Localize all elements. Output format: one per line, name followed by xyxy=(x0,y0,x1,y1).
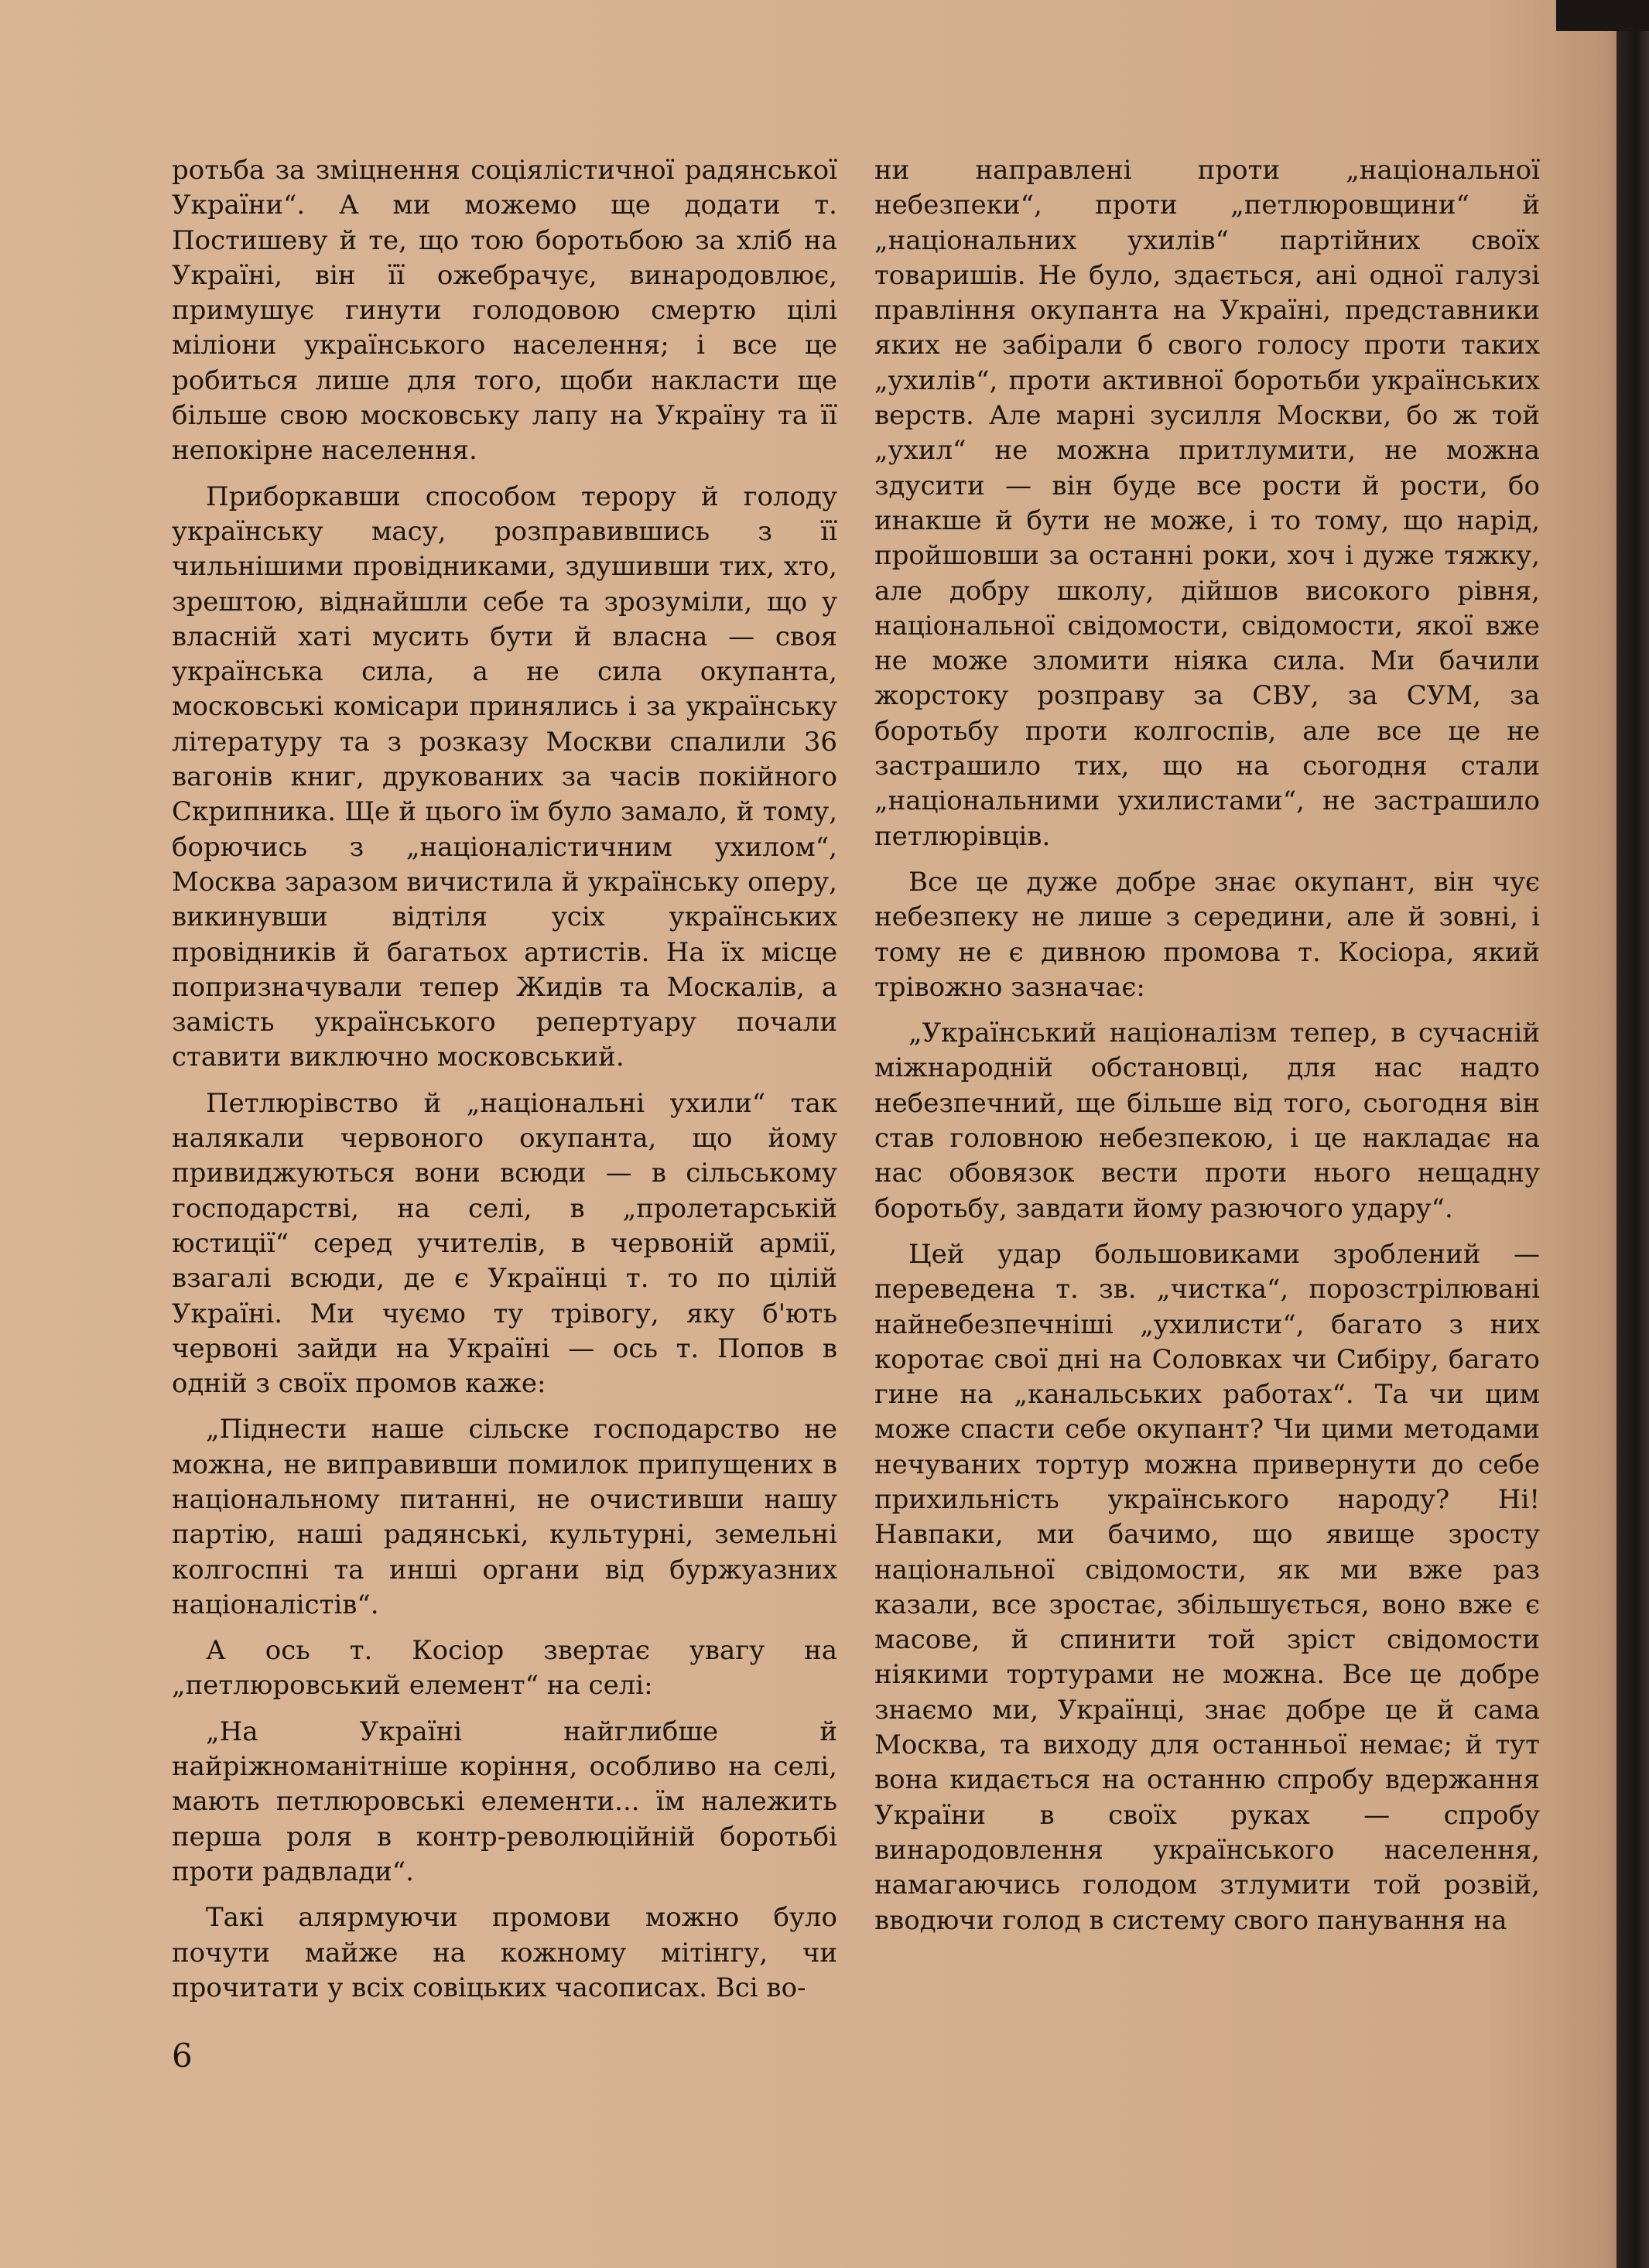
paragraph: Все це дуже добре знає окупант, він чує небезпеку не лише з середини, але й зовні, і тому не є дивною промова т. Косіора, який трівожно зазначає: xyxy=(874,866,1540,1003)
paragraph: ни направлені проти „національної небезпеки“, проти „петлюровщини“ й „національних ухилів“ партійних своїх товаришів. Не було, здається, ані одної галузі правління окупанта на Україні, представники яких не забірали б свого голосу проти таких „ухилів“, проти активної боротьби українських верств. Але марні зусилля Москви, бо ж той „ухил“ не можна притлумити, не можна здусити — він буде все рости й рости, бо инакше й бути не може, і то тому, що нарід, пройшовши за останні роки, хоч і дуже тяжку, але добру школу, дійшов високого рівня, національної свідомости, свідомости, якої вже не може зломити ніяка сила. Ми бачили жорстоку розправу за СВУ, за СУМ, за боротьбу проти колгоспів, але все це не застрашило тих, що на сьогодня стали „національними ухилистами“, не застрашило петлюрівців. xyxy=(874,155,1540,852)
paragraph: Цей удар большовиками зроблений — переведена т. зв. „чистка“, порозстрілювані найнебезпечніші „ухилисти“, багато з них коротає свої дні на Соловках чи Сибіру, багато гине на „канальських работах“. Та чи цим може спасти себе окупант? Чи цими методами нечуваних тортур можна привернути до себе прихильність українського народу? Ні! Навпаки, ми бачимо, що явище зросту національної свідомости, як ми вже раз казали, все зростає, збільшується, воно вже є масове, й спинити той зріст свідомости ніякими тортурами не можна. Все це добре знаємо ми, Українці, знає добре це й сама Москва, та виходу для останньої немає; й тут вона кидається на останню спробу вдержання України в своїх руках — спробу винародовлення українського населення, намагаючись голодом зтлумити той розвій, вводючи голод в систему свого панування на xyxy=(874,1238,1540,1936)
quote-paragraph: „Піднести наше сільске господарство не можна, не виправивши помилок припущених в національному питанні, не очистивши нашу партію, наші радянські, культурні, земельні колгоспні та инші органи від буржуазних націоналістів“. xyxy=(172,1414,837,1620)
right-column xyxy=(874,153,1540,1949)
page-number: 6 xyxy=(172,2037,193,2075)
left-column xyxy=(172,153,837,2017)
scan-edge xyxy=(1616,0,1649,2268)
paragraph: Такі алярмуючи промови можно було почути майже на кожному мітінгу, чи прочитати у всіх совіцьких часописах. Всі во- xyxy=(172,1902,837,2003)
scan-corner xyxy=(1556,0,1649,31)
paragraph: Петлюрівство й „національні ухили“ так налякали червоного окупанта, що йому привиджуються вони всюди — в сільському господарстві, на селі, в „пролетарській юстиції“ серед учителів, в червоній армії, взагалі всюди, де є Українці т. то по цілій Україні. Ми чуємо ту трівогу, яку б'ють червоні зайди на Україні — ось т. Попов в одній з своїх промов каже: xyxy=(172,1087,837,1400)
quote-paragraph: „На Україні найглибше й найріжноманітніше коріння, особливо на селі, мають петлюровські елементи... їм належить перша роля в контр-революційній боротьбі проти радвлади“. xyxy=(172,1716,837,1887)
paragraph: А ось т. Косіор звертає увагу на „петлюровський елемент“ на селі: xyxy=(172,1635,837,1702)
paragraph: ротьба за зміцнення соціялістичної радянської України“. А ми можемо ще додати т. Постишеву й те, що тою боротьбою за хліб на Україні, він її ожебрачує, винародовлює, примушує гинути голодовою смертю цілі міліони українського населення; і все це робиться лише для того, щоби накласти ще більше свою московську лапу на Україну та її непокірне населення. xyxy=(172,155,837,467)
quote-paragraph: „Український націоналізм тепер, в сучасній міжнародній обстановці, для нас надто небезпечний, ще більше від того, сьогодня він став головною небезпекою, і це накладає на нас обовязок вести проти нього нещадну боротьбу, завдати йому разючого удару“. xyxy=(874,1018,1540,1224)
paragraph: Приборкавши способом терору й голоду українську масу, розправившись з її чильнішими провідниками, здушивши тих, хто, зрештою, віднайшли себе та зрозуміли, що у власній хаті мусить бути й власна — своя українська сила, а не сила окупанта, московські комісари принялись і за українську літературу та з розказу Москви спалили 36 вагонів книг, друкованих за часів покійного Скрипника. Ще й цього їм було замало, й тому, борючись з „націоналістичним ухилом“, Москва заразом вичистила й українську оперу, викинувши відтіля усіх українських провідників й багатьох артистів. На їх місце попризначували тепер Жидів та Москалів, а замість українського репертуару почали ставити виключно московський. xyxy=(172,481,837,1073)
